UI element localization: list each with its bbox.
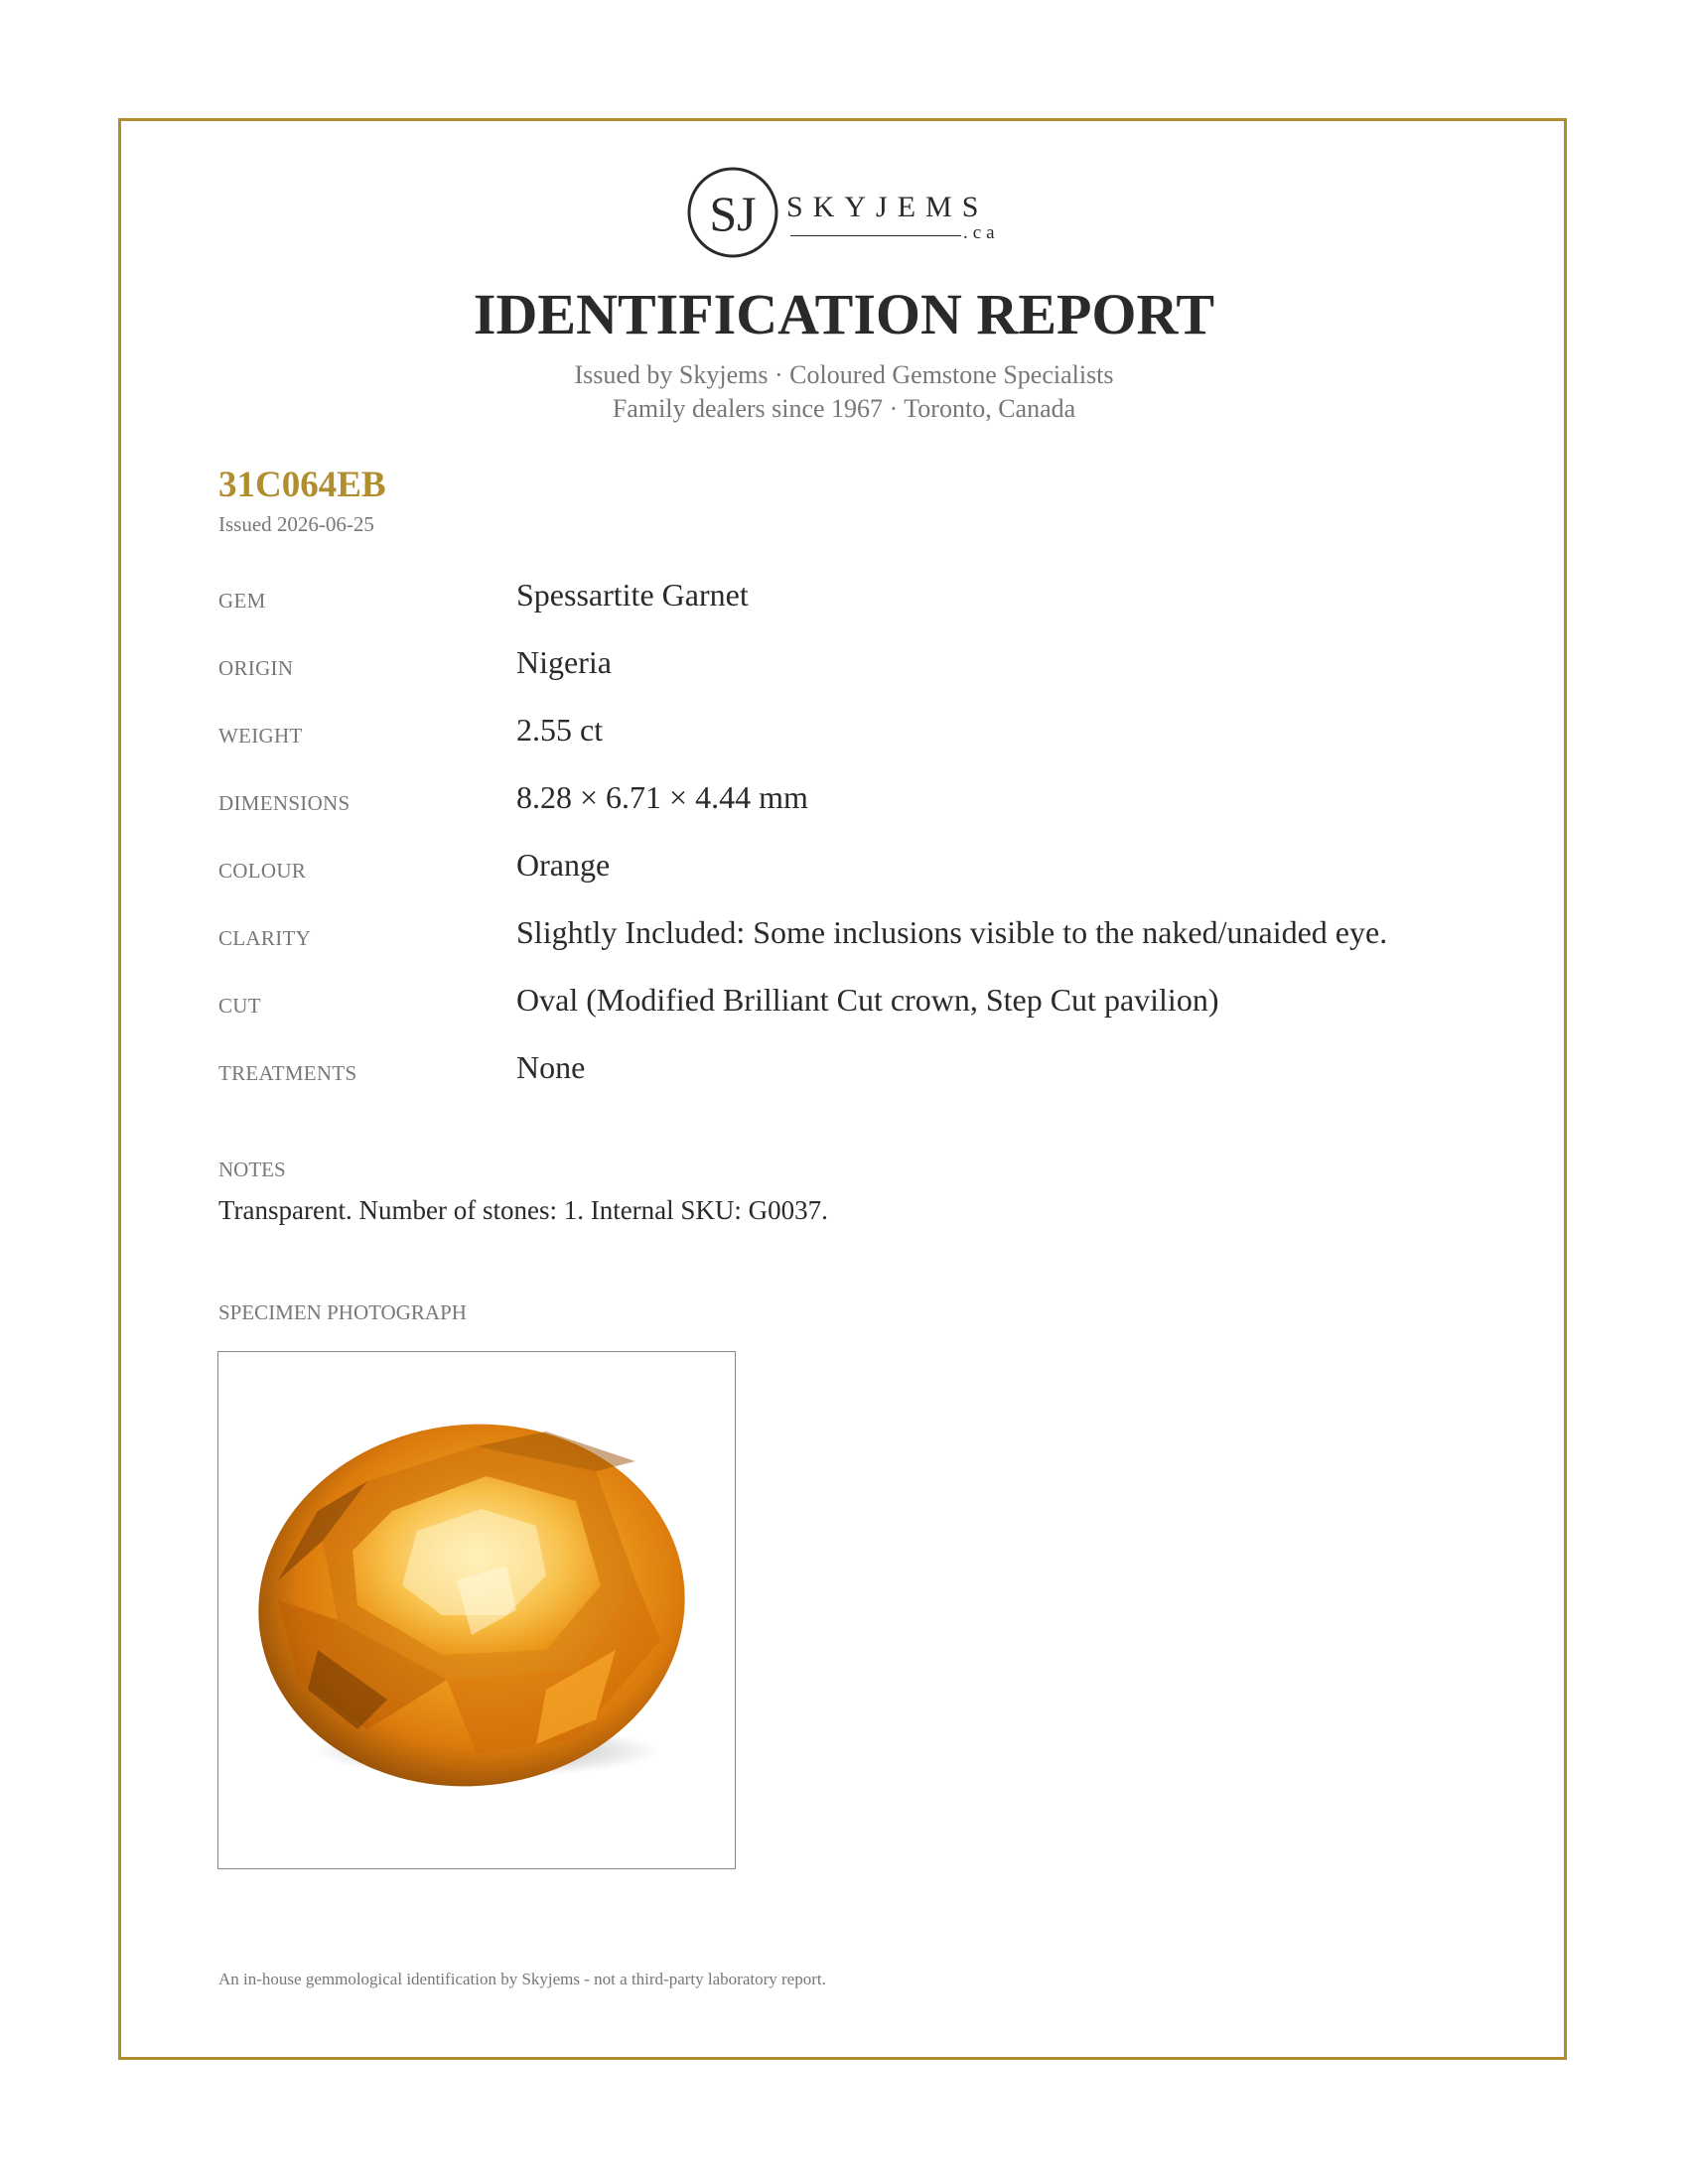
field-value: Slightly Included: Some inclusions visible to the naked/unaided eye. <box>516 914 1388 950</box>
field-label: DIMENSIONS <box>218 791 351 815</box>
brand-name: SKYJEMS <box>786 191 989 223</box>
issued-date: Issued 2026-06-25 <box>218 512 374 536</box>
field-value: Oval (Modified Brilliant Cut crown, Step Cut pavilion) <box>516 982 1219 1018</box>
notes-text: Transparent. Number of stones: 1. Internal SKU: G0037. <box>218 1195 828 1225</box>
field-value: Spessartite Garnet <box>516 577 749 613</box>
field-label: WEIGHT <box>218 724 303 748</box>
field-label: GEM <box>218 589 266 613</box>
field-label: CUT <box>218 994 261 1018</box>
field-row-cut <box>218 984 1509 1024</box>
photo-label: SPECIMEN PHOTOGRAPH <box>218 1300 467 1324</box>
brand-domain: .ca <box>963 222 1000 243</box>
field-value: Nigeria <box>516 644 612 680</box>
field-label: CLARITY <box>218 926 312 950</box>
field-value: 8.28 × 6.71 × 4.44 mm <box>516 779 808 815</box>
brand-logo <box>685 165 1013 264</box>
field-row-clarity <box>218 916 1509 956</box>
notes-label: NOTES <box>218 1158 286 1181</box>
field-row-dimensions <box>218 781 1509 821</box>
subtitle-line-2: Family dealers since 1967 · Toronto, Canada <box>612 394 1076 423</box>
specimen-photo <box>217 1351 736 1869</box>
monogram-text: SJ <box>709 186 757 241</box>
field-row-treatments <box>218 1051 1509 1091</box>
field-label: COLOUR <box>218 859 307 883</box>
field-row-gem <box>218 579 1509 618</box>
field-row-colour <box>218 849 1509 888</box>
field-value: 2.55 ct <box>516 712 604 748</box>
field-value: Orange <box>516 847 611 883</box>
field-row-weight <box>218 714 1509 753</box>
field-value: None <box>516 1049 586 1085</box>
sj-monogram-icon <box>685 165 780 260</box>
subtitle-line-1: Issued by Skyjems · Coloured Gemstone Specialists <box>574 360 1114 389</box>
gemstone-image <box>218 1352 734 1867</box>
field-label: ORIGIN <box>218 656 294 680</box>
logo-rule <box>790 235 961 236</box>
field-row-origin <box>218 646 1509 686</box>
disclaimer-footer: An in-house gemmological identification by Skyjems - not a third-party laboratory report. <box>218 1970 826 1988</box>
report-title: IDENTIFICATION REPORT <box>473 282 1215 346</box>
report-id: 31C064EB <box>218 465 386 505</box>
field-label: TREATMENTS <box>218 1061 357 1085</box>
